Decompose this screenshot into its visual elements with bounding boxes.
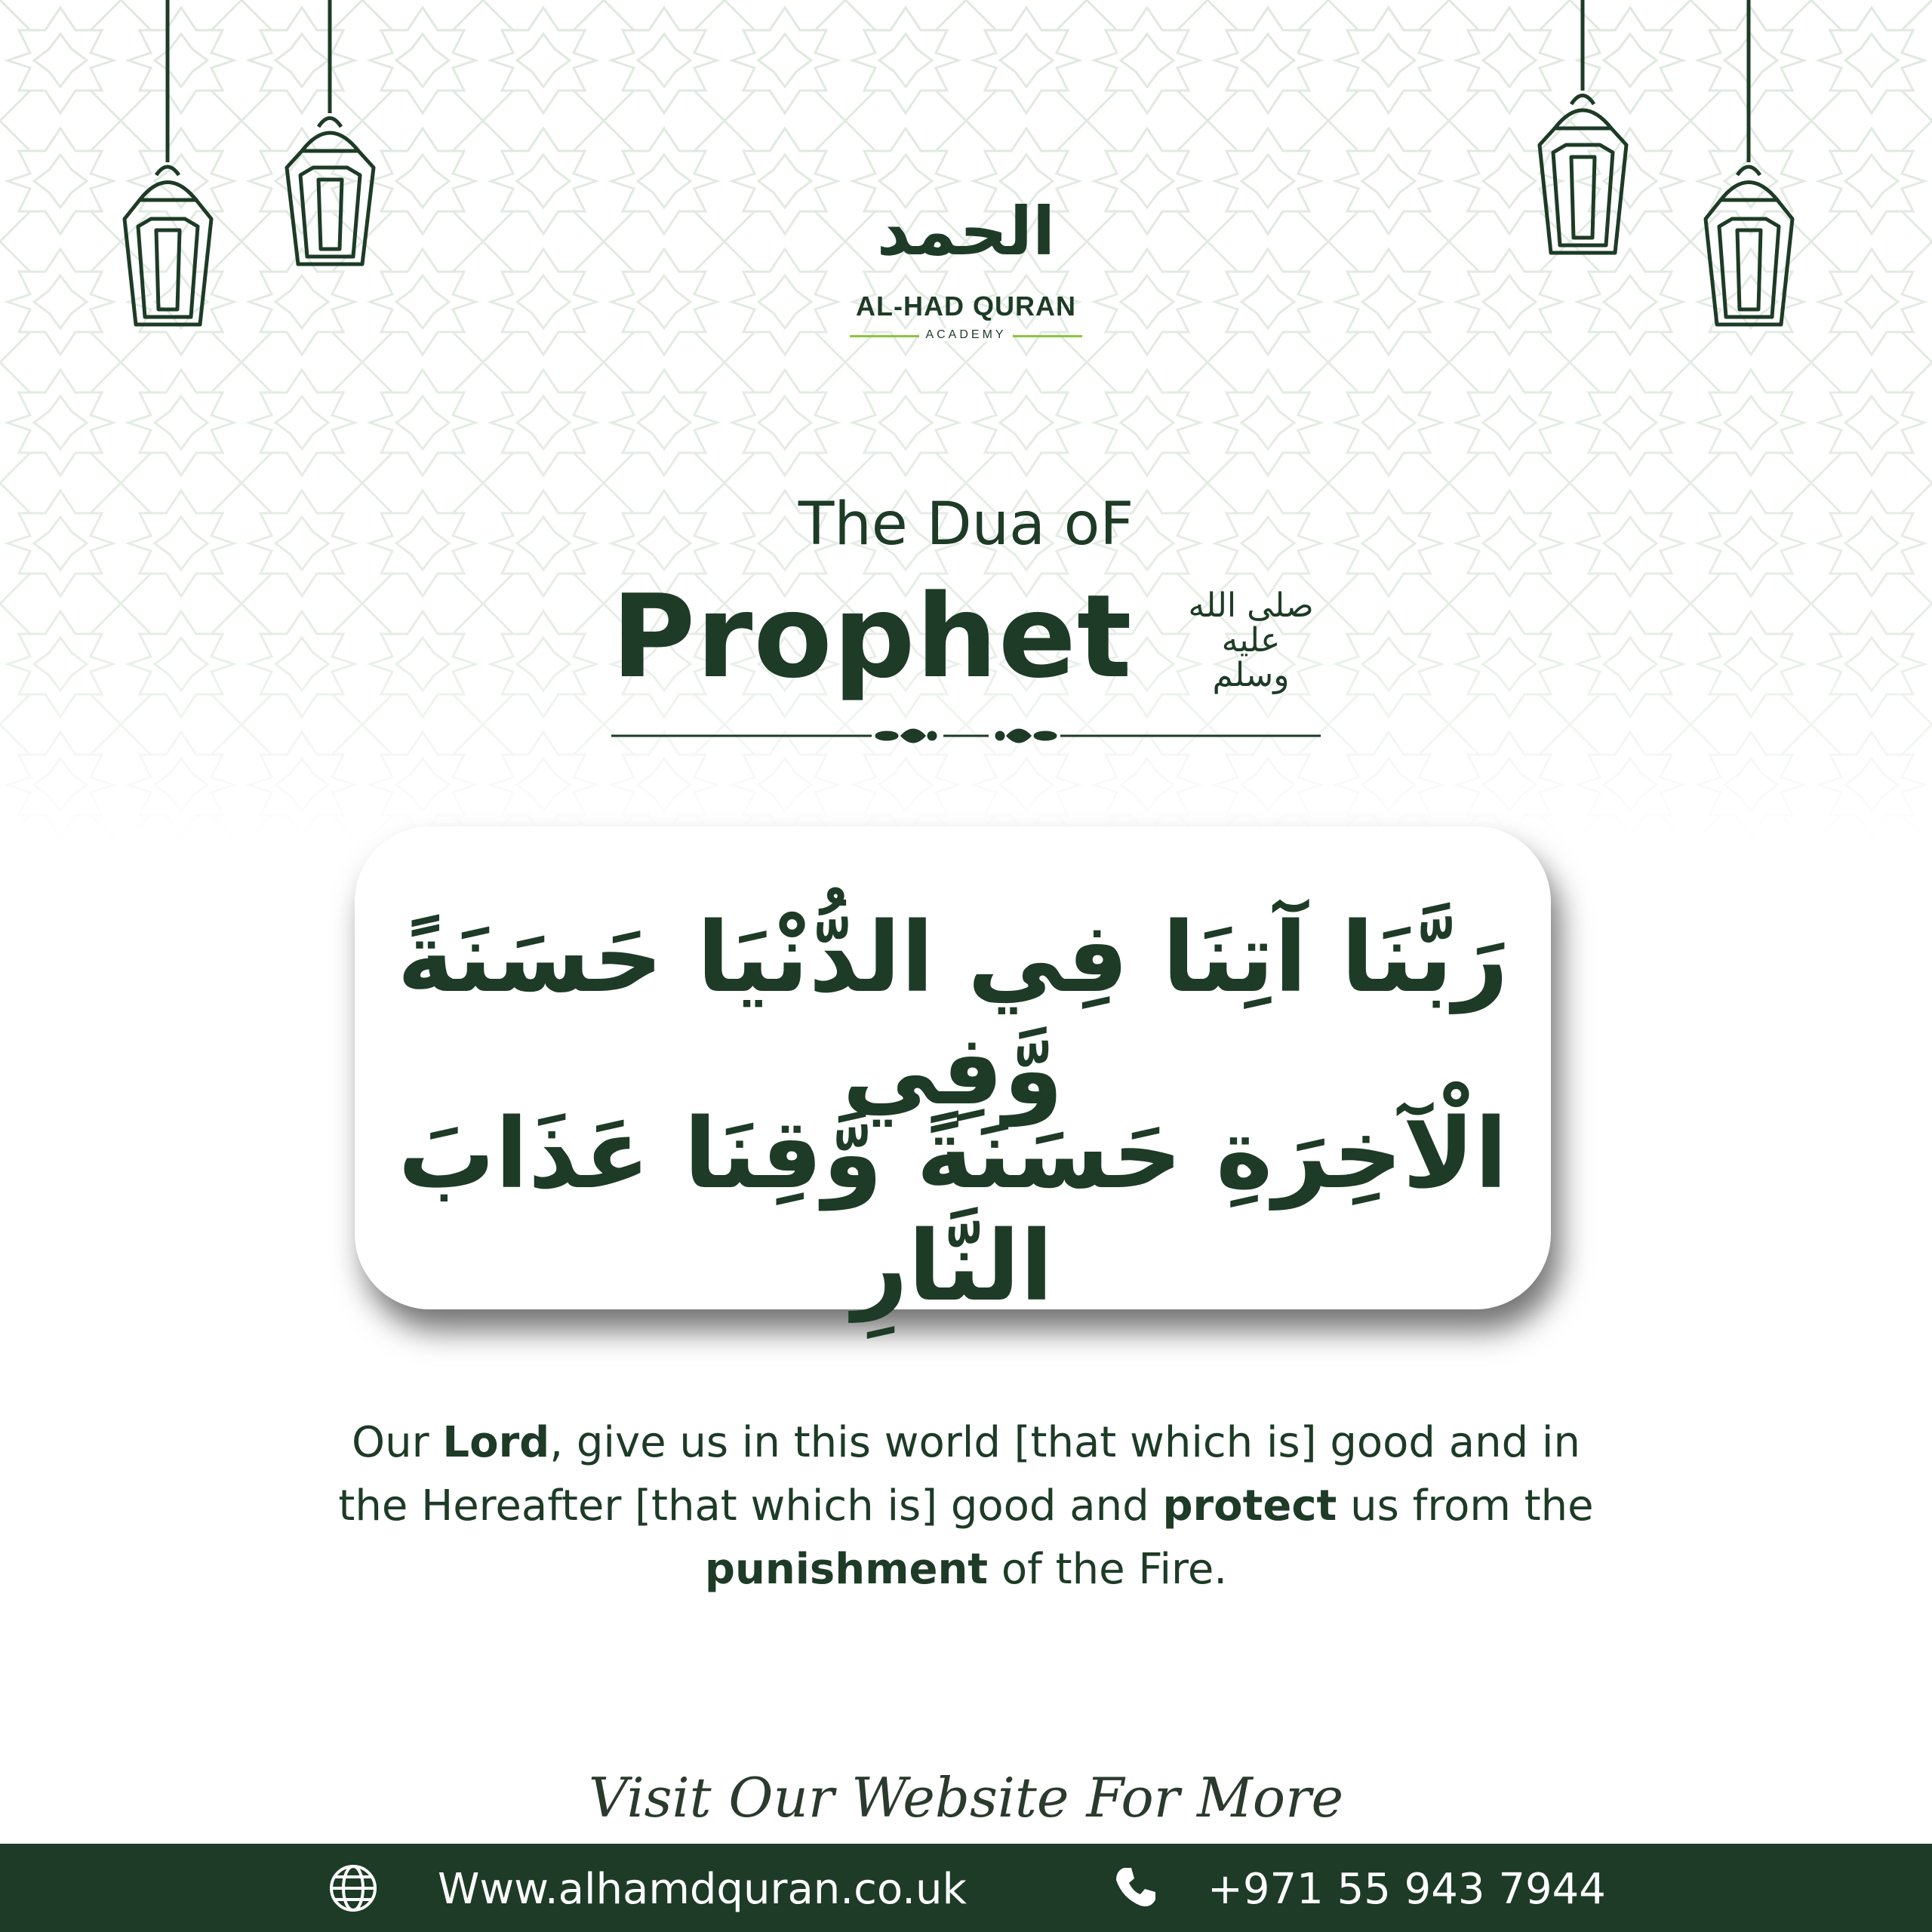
emphasis-lord: Lord [442, 1418, 550, 1467]
lantern-icon [279, 0, 381, 272]
visit-website-text: Visit Our Website For More [588, 1766, 1344, 1829]
logo-name [838, 291, 1094, 322]
title-big: Prophet [611, 570, 1133, 703]
honorific-calligraphy: صلى الله عليه وسلم [1188, 586, 1314, 694]
phone-number-link[interactable]: +971 55 943 7944 [1208, 1865, 1606, 1914]
logo-arabic-mark: الحمد [876, 192, 1056, 270]
title-small: The Dua oF [798, 491, 1134, 558]
emphasis-punishment: punishment [704, 1545, 989, 1594]
dua-translation: Our Lord, give us in this world [that which is] good and in the Hereafter [that which is] good and protect us from the punishment of the Fire. [338, 1418, 1594, 1594]
lantern-icon [1698, 0, 1800, 336]
footer-bar [0, 1844, 1932, 1932]
logo-name-right: D QURAN [943, 291, 1076, 321]
dua-card [355, 826, 1551, 1323]
logo-subtitle: ACADEMY [838, 328, 1094, 342]
globe-icon [328, 1863, 378, 1913]
website-link[interactable]: Www.alhamdquran.co.uk [438, 1865, 967, 1914]
lantern-icon [1532, 0, 1634, 260]
emphasis-protect: protect [1162, 1481, 1337, 1531]
dua-arabic-line-1: رَبَّنَا آتِنَا فِي الدُّنْيَا حَسَنَةً وَّفِي [397, 902, 1509, 1127]
phone-icon [1113, 1865, 1158, 1910]
logo-name-left: AL-HA [856, 291, 944, 321]
academy-logo [838, 177, 1094, 351]
dua-arabic-line-2: الْآخِرَةِ حَسَنَةً وَّقِنَا عَذَابَ النَّارِ [398, 1098, 1508, 1323]
ornamental-divider [611, 721, 1321, 751]
lantern-icon [117, 0, 219, 336]
